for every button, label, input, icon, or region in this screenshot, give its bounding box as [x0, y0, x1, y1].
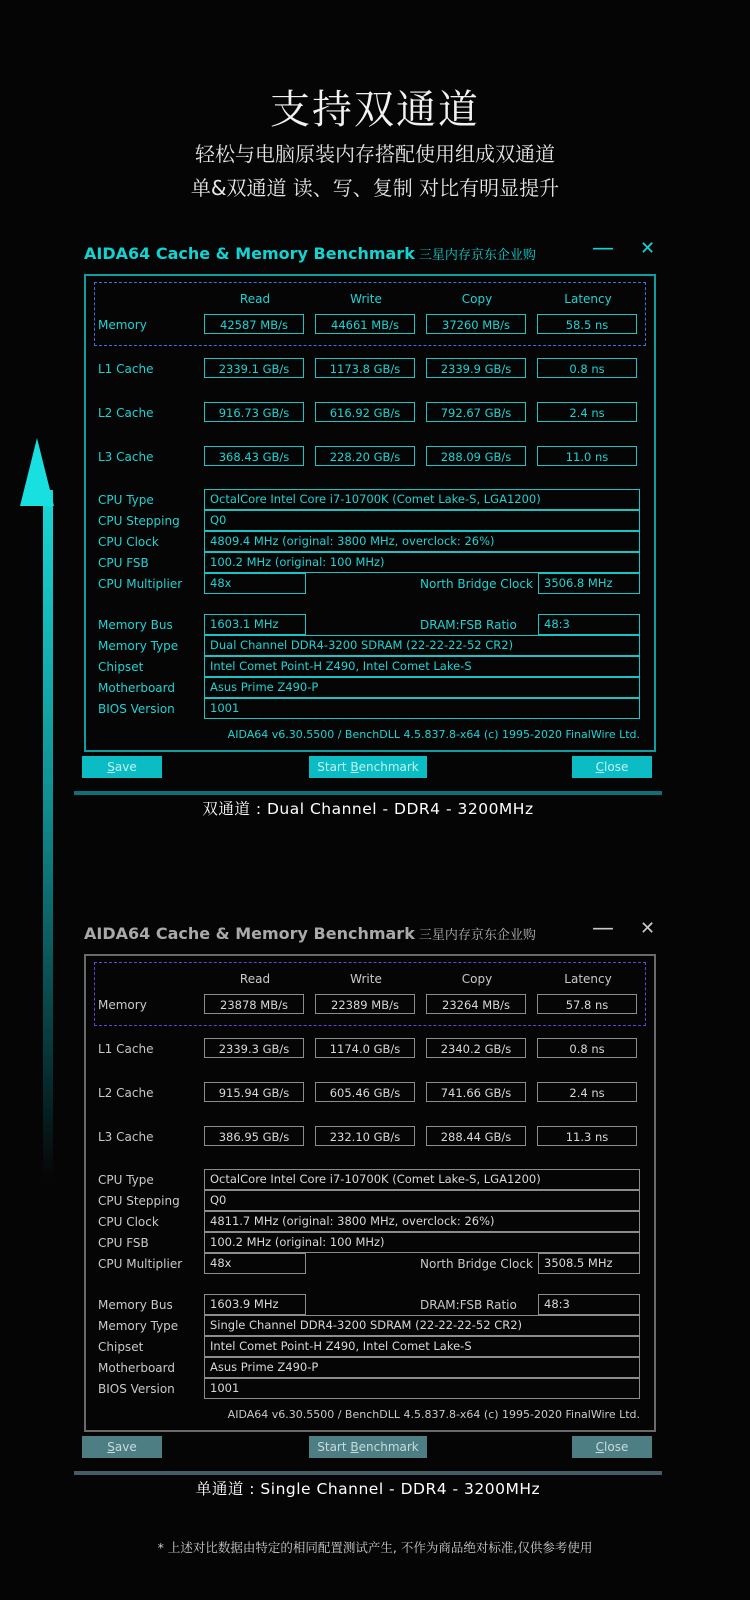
memory-type-value: Single Channel DDR4-3200 SDRAM (22-22-22-52 CR2) — [204, 1315, 640, 1336]
chipset-value: Intel Comet Point-H Z490, Intel Comet Lake-S — [204, 656, 640, 677]
cpu-clock-value: 4809.4 MHz (original: 3800 MHz, overclock: 26%) — [204, 531, 640, 552]
window-title: AIDA64 Cache & Memory Benchmark 三星内存京东企业购 — [84, 924, 536, 943]
l2-latency-value: 2.4 ns — [537, 1082, 637, 1102]
row-label-l3: L3 Cache — [98, 1130, 154, 1144]
l3-write-value: 228.20 GB/s — [315, 446, 415, 466]
memory-copy-value: 23264 MB/s — [426, 994, 526, 1014]
close-icon[interactable]: ✕ — [640, 918, 656, 939]
column-header-copy: Copy — [461, 972, 493, 986]
row-label-memory: Memory — [98, 998, 147, 1012]
label-cpu-fsb: CPU FSB — [98, 556, 149, 570]
row-label-l1: L1 Cache — [98, 362, 154, 376]
label-cpu-multiplier: CPU Multiplier — [98, 577, 183, 591]
column-header-read: Read — [239, 972, 271, 986]
row-label-l1: L1 Cache — [98, 1042, 154, 1056]
l3-copy-value: 288.44 GB/s — [426, 1126, 526, 1146]
label-chipset: Chipset — [98, 660, 144, 674]
hero-title: 支持双通道 — [270, 87, 480, 133]
l2-write-value: 616.92 GB/s — [315, 402, 415, 422]
hero-subtitle-1: 轻松与电脑原装内存搭配使用组成双通道 — [195, 142, 555, 166]
cpu-type-value: OctalCore Intel Core i7-10700K (Comet Lake-S, LGA1200) — [204, 489, 640, 510]
column-header-write: Write — [350, 972, 382, 986]
label-chipset: Chipset — [98, 1340, 144, 1354]
cpu-stepping-value: Q0 — [204, 510, 640, 531]
l1-latency-value: 0.8 ns — [537, 358, 637, 378]
memory-type-value: Dual Channel DDR4-3200 SDRAM (22-22-22-52 CR2) — [204, 635, 640, 656]
cpu-multiplier-value: 48x — [204, 573, 306, 594]
dram-fsb-ratio-value: 48:3 — [538, 1294, 640, 1315]
row-label-memory: Memory — [98, 318, 147, 332]
disclaimer-text: * 上述对比数据由特定的相同配置测试产生, 不作为商品绝对标准,仅供参考使用 — [157, 1540, 593, 1555]
section-divider — [74, 791, 662, 795]
cpu-type-value: OctalCore Intel Core i7-10700K (Comet Lake-S, LGA1200) — [204, 1169, 640, 1190]
memory-latency-value: 58.5 ns — [537, 314, 637, 334]
memory-read-value: 42587 MB/s — [204, 314, 304, 334]
label-motherboard: Motherboard — [98, 681, 175, 695]
l2-copy-value: 792.67 GB/s — [426, 402, 526, 422]
l1-latency-value: 0.8 ns — [537, 1038, 637, 1058]
watermark-text: 三星内存京东企业购 — [418, 928, 536, 943]
version-info: AIDA64 v6.30.5500 / BenchDLL 4.5.837.8-x64 (c) 1995-2020 FinalWire Ltd. — [227, 1408, 640, 1421]
label-cpu-fsb: CPU FSB — [98, 1236, 149, 1250]
save-button[interactable]: Save — [82, 756, 162, 778]
motherboard-value: Asus Prime Z490-P — [204, 1357, 640, 1378]
label-memory-bus: Memory Bus — [98, 1298, 173, 1312]
cpu-stepping-value: Q0 — [204, 1190, 640, 1211]
watermark-text: 三星内存京东企业购 — [418, 248, 536, 263]
label-memory-type: Memory Type — [98, 639, 179, 653]
memory-bus-value: 1603.9 MHz — [204, 1294, 306, 1315]
window-title: AIDA64 Cache & Memory Benchmark 三星内存京东企业购 — [84, 244, 536, 263]
save-button[interactable]: Save — [82, 1436, 162, 1458]
label-cpu-type: CPU Type — [98, 493, 154, 507]
memory-write-value: 22389 MB/s — [315, 994, 415, 1014]
section-divider — [74, 1471, 662, 1475]
label-cpu-clock: CPU Clock — [98, 1215, 159, 1229]
cpu-fsb-value: 100.2 MHz (original: 100 MHz) — [204, 1232, 640, 1253]
l3-read-value: 368.43 GB/s — [204, 446, 304, 466]
close-icon[interactable]: ✕ — [640, 238, 656, 259]
label-dram-fsb-ratio: DRAM:FSB Ratio — [420, 1298, 517, 1312]
label-bios-version: BIOS Version — [98, 702, 175, 716]
close-button[interactable]: Close — [572, 756, 652, 778]
close-button[interactable]: Close — [572, 1436, 652, 1458]
row-label-l2: L2 Cache — [98, 406, 154, 420]
up-arrow-icon — [20, 438, 54, 506]
l1-copy-value: 2339.9 GB/s — [426, 358, 526, 378]
bios-version-value: 1001 — [204, 1378, 640, 1399]
column-header-copy: Copy — [461, 292, 493, 306]
results-frame — [84, 274, 656, 752]
memory-latency-value: 57.8 ns — [537, 994, 637, 1014]
memory-write-value: 44661 MB/s — [315, 314, 415, 334]
l1-copy-value: 2340.2 GB/s — [426, 1038, 526, 1058]
l2-read-value: 915.94 GB/s — [204, 1082, 304, 1102]
chipset-value: Intel Comet Point-H Z490, Intel Comet Lake-S — [204, 1336, 640, 1357]
label-north-bridge-clock: North Bridge Clock — [420, 577, 533, 591]
north-bridge-clock-value: 3508.5 MHz — [538, 1253, 640, 1274]
column-header-latency: Latency — [564, 292, 612, 306]
row-label-l3: L3 Cache — [98, 450, 154, 464]
l2-read-value: 916.73 GB/s — [204, 402, 304, 422]
label-memory-bus: Memory Bus — [98, 618, 173, 632]
cpu-fsb-value: 100.2 MHz (original: 100 MHz) — [204, 552, 640, 573]
column-header-read: Read — [239, 292, 271, 306]
label-cpu-stepping: CPU Stepping — [98, 1194, 180, 1208]
l1-read-value: 2339.1 GB/s — [204, 358, 304, 378]
row-label-l2: L2 Cache — [98, 1086, 154, 1100]
hero-subtitle-2: 单&双通道 读、写、复制 对比有明显提升 — [190, 176, 560, 200]
l1-read-value: 2339.3 GB/s — [204, 1038, 304, 1058]
start-benchmark-button[interactable]: Start Benchmark — [309, 1436, 427, 1458]
l2-latency-value: 2.4 ns — [537, 402, 637, 422]
l3-latency-value: 11.0 ns — [537, 446, 637, 466]
motherboard-value: Asus Prime Z490-P — [204, 677, 640, 698]
memory-copy-value: 37260 MB/s — [426, 314, 526, 334]
start-benchmark-button[interactable]: Start Benchmark — [309, 756, 427, 778]
l3-write-value: 232.10 GB/s — [315, 1126, 415, 1146]
north-bridge-clock-value: 3506.8 MHz — [538, 573, 640, 594]
minimize-icon[interactable]: — — [592, 236, 614, 261]
minimize-icon[interactable]: — — [592, 916, 614, 941]
bios-version-value: 1001 — [204, 698, 640, 719]
l2-write-value: 605.46 GB/s — [315, 1082, 415, 1102]
version-info: AIDA64 v6.30.5500 / BenchDLL 4.5.837.8-x64 (c) 1995-2020 FinalWire Ltd. — [227, 728, 640, 741]
results-frame — [84, 954, 656, 1432]
l3-latency-value: 11.3 ns — [537, 1126, 637, 1146]
label-bios-version: BIOS Version — [98, 1382, 175, 1396]
l3-copy-value: 288.09 GB/s — [426, 446, 526, 466]
dram-fsb-ratio-value: 48:3 — [538, 614, 640, 635]
label-motherboard: Motherboard — [98, 1361, 175, 1375]
label-memory-type: Memory Type — [98, 1319, 179, 1333]
label-north-bridge-clock: North Bridge Clock — [420, 1257, 533, 1271]
cpu-clock-value: 4811.7 MHz (original: 3800 MHz, overclock: 26%) — [204, 1211, 640, 1232]
label-cpu-type: CPU Type — [98, 1173, 154, 1187]
up-arrow-shaft — [43, 490, 53, 1180]
cpu-multiplier-value: 48x — [204, 1253, 306, 1274]
l2-copy-value: 741.66 GB/s — [426, 1082, 526, 1102]
l1-write-value: 1174.0 GB/s — [315, 1038, 415, 1058]
label-cpu-clock: CPU Clock — [98, 535, 159, 549]
dual-channel-caption: 双通道 : Dual Channel - DDR4 - 3200MHz — [202, 800, 534, 818]
l3-read-value: 386.95 GB/s — [204, 1126, 304, 1146]
label-dram-fsb-ratio: DRAM:FSB Ratio — [420, 618, 517, 632]
label-cpu-multiplier: CPU Multiplier — [98, 1257, 183, 1271]
column-header-latency: Latency — [564, 972, 612, 986]
l1-write-value: 1173.8 GB/s — [315, 358, 415, 378]
single-channel-caption: 单通道 : Single Channel - DDR4 - 3200MHz — [195, 1480, 541, 1498]
column-header-write: Write — [350, 292, 382, 306]
memory-bus-value: 1603.1 MHz — [204, 614, 306, 635]
label-cpu-stepping: CPU Stepping — [98, 514, 180, 528]
memory-read-value: 23878 MB/s — [204, 994, 304, 1014]
